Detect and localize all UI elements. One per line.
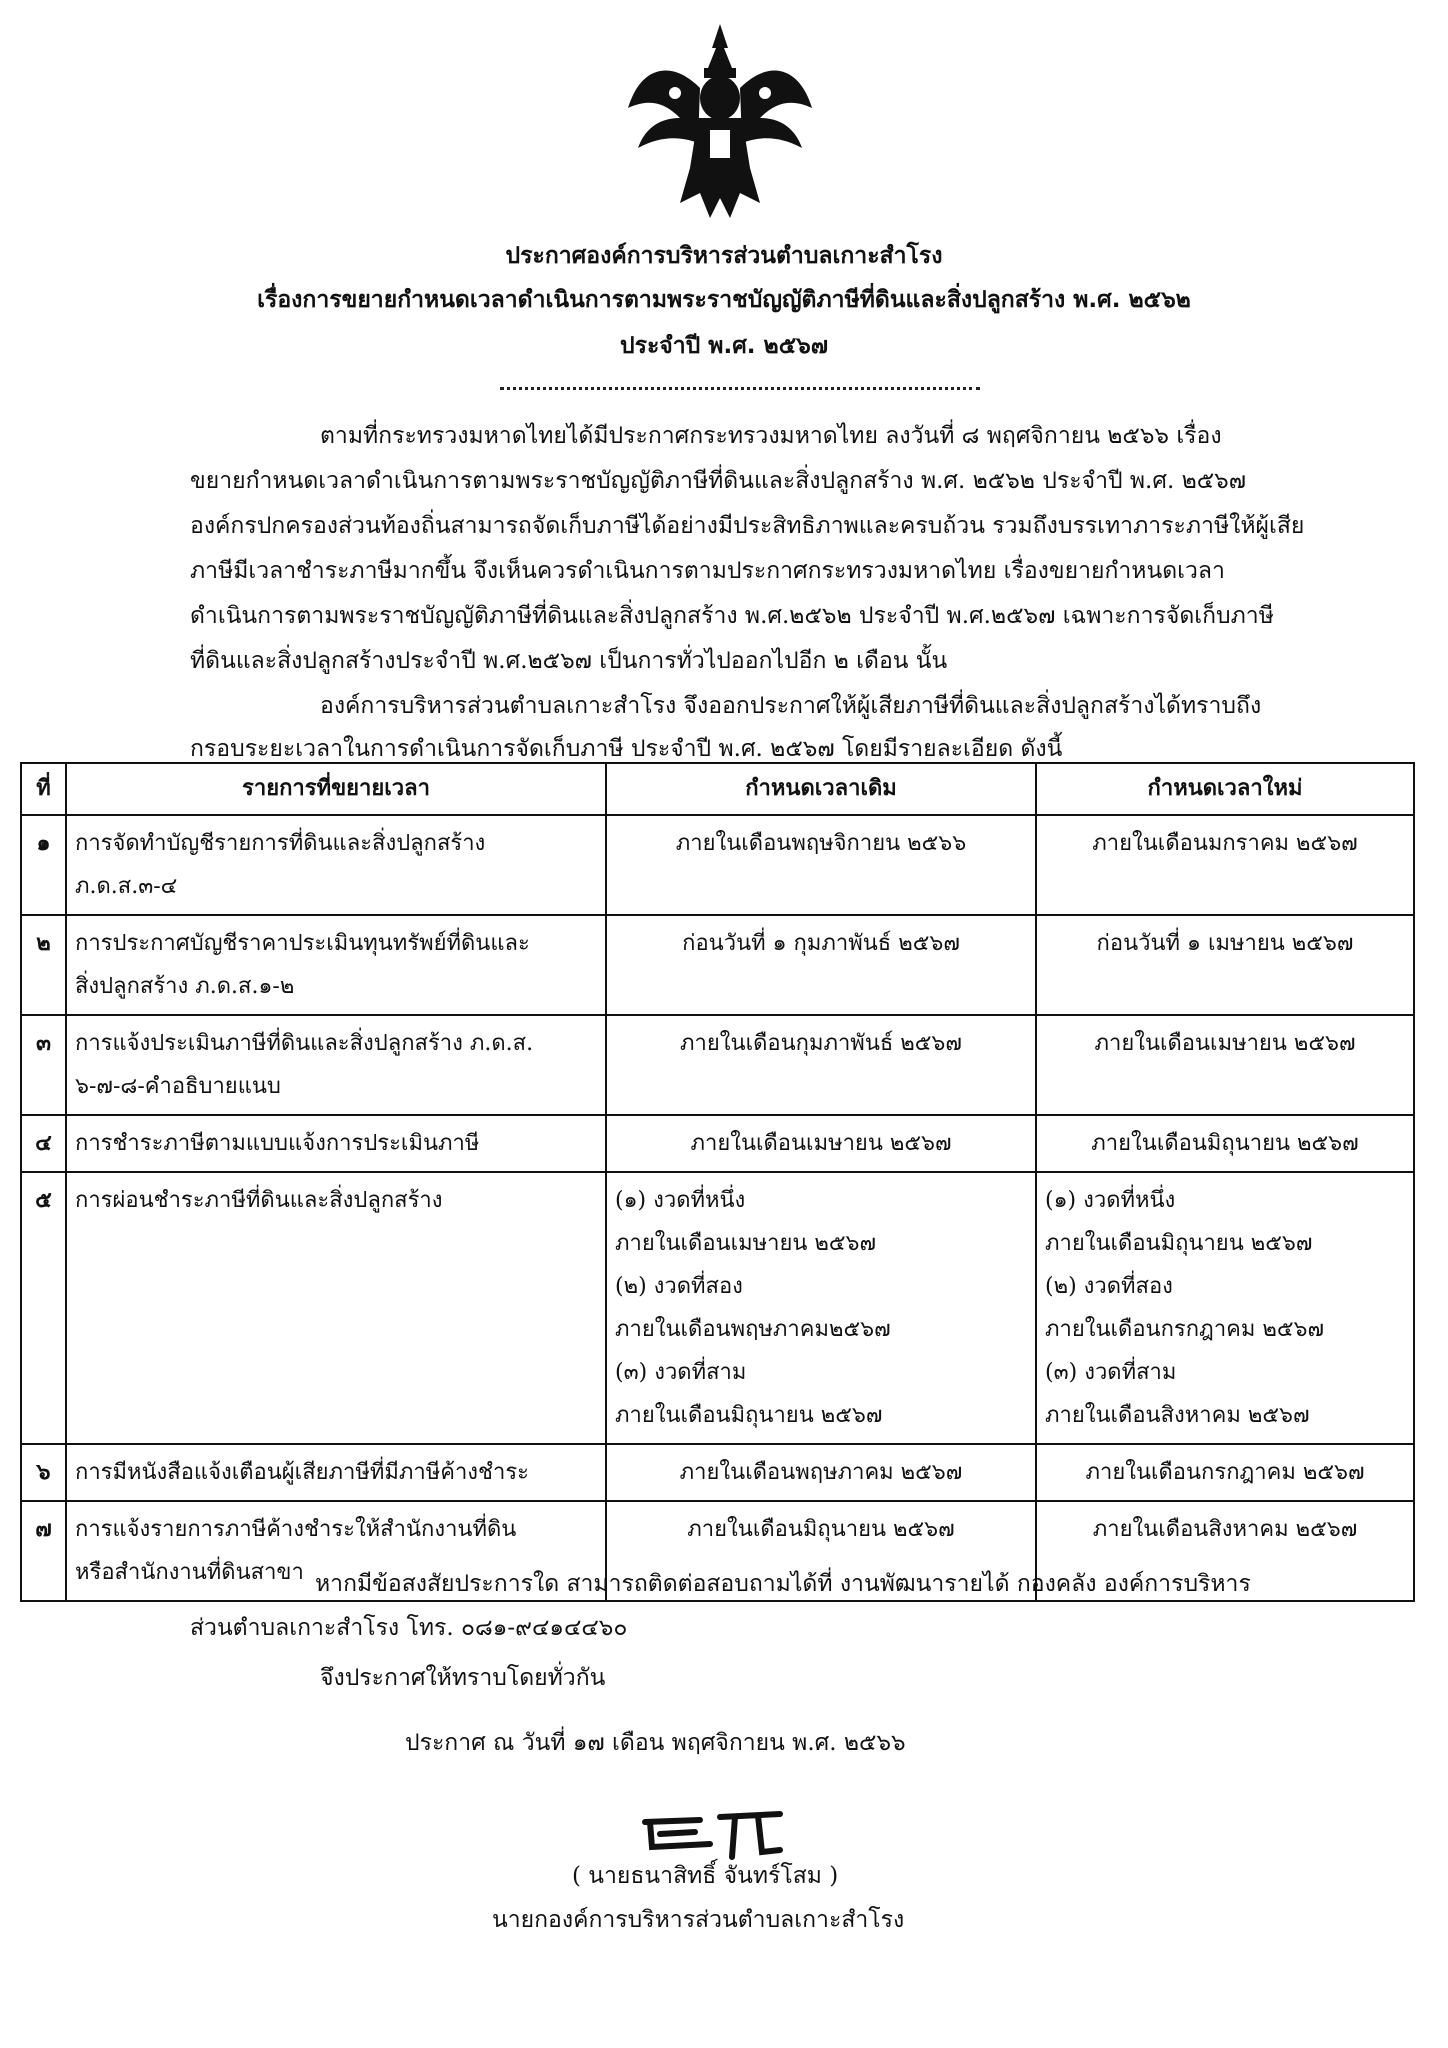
row-item [66,915,606,1015]
row-old-deadline-line: ภายในเดือนพฤษจิกายน ๒๕๖๖ [675,831,967,856]
row-new-deadline-line: ภายในเดือนมกราคม ๒๕๖๗ [1092,831,1358,856]
row-old-deadline [606,1015,1036,1115]
row-item-line: การจัดทำบัญชีรายการที่ดินและสิ่งปลูกสร้าง [75,831,486,856]
row-new-deadline-line: ก่อนวันที่ ๑ เมษายน ๒๕๖๗ [1096,931,1354,956]
announce-line: จึงประกาศให้ทราบโดยทั่วกัน [320,1665,606,1691]
row-item-line: การประกาศบัญชีราคาประเมินทุนทรัพย์ที่ดินและ [75,931,530,956]
garuda-emblem-icon [620,18,820,233]
table-row [21,1172,1414,1444]
row-old-deadline-line: ภายในเดือนเมษายน ๒๕๖๗ [615,1231,877,1256]
row-number: ๖ [21,1444,66,1501]
row-new-deadline-line: (๑) งวดที่หนึ่ง [1045,1188,1176,1213]
row-old-deadline-line: ภายในเดือนพฤษภาคม ๒๕๖๗ [679,1460,963,1485]
row-new-deadline-line: ภายในเดือนมิถุนายน ๒๕๖๗ [1045,1231,1313,1256]
row-old-deadline [606,1172,1036,1444]
row-new-deadline-line: ภายในเดือนเมษายน ๒๕๖๗ [1094,1031,1356,1056]
row-new-deadline [1036,915,1414,1015]
row-old-deadline [606,915,1036,1015]
announcement-year: ประจำปี พ.ศ. ๒๕๖๗ [619,333,828,359]
contact-line: หากมีข้อสงสัยประการใด สามารถติดต่อสอบถามได้ที่ งานพัฒนารายได้ กองคลัง องค์การบริหาร [315,1571,1251,1597]
row-item-line: ภ.ด.ส.๓-๔ [75,874,178,899]
row-item-line: การแจ้งรายการภาษีค้างชำระให้สำนักงานที่ดิน [75,1517,517,1542]
row-number: ๔ [21,1115,66,1172]
table-row [21,1444,1414,1501]
row-item [66,1015,606,1115]
row-new-deadline-line: ภายในเดือนสิงหาคม ๒๕๖๗ [1092,1517,1358,1542]
row-number: ๕ [21,1172,66,1444]
row-old-deadline-line: ภายในเดือนกุมภาพันธ์ ๒๕๖๗ [680,1031,962,1056]
row-item-line: การมีหนังสือแจ้งเตือนผู้เสียภาษีที่มีภาษีค้างชำระ [75,1460,529,1485]
row-item-line: สิ่งปลูกสร้าง ภ.ด.ส.๑-๒ [75,974,295,999]
row-old-deadline-line: (๑) งวดที่หนึ่ง [615,1188,746,1213]
contact-line: ส่วนตำบลเกาะสำโรง โทร. ๐๘๑-๙๔๑๔๔๖๐ [190,1615,628,1641]
row-number: ๗ [21,1501,66,1601]
body-line: องค์กรปกครองส่วนท้องถิ่นสามารถจัดเก็บภาษีได้อย่างมีประสิทธิภาพและครบถ้วน รวมถึงบรรเทาภาระภาษีให้ผู้เสีย [190,513,1305,539]
row-number: ๓ [21,1015,66,1115]
dotted-divider [500,387,980,390]
row-new-deadline [1036,815,1414,915]
row-new-deadline-line: ภายในเดือนมิถุนายน ๒๕๖๗ [1091,1131,1359,1156]
table-row [21,915,1414,1015]
row-old-deadline-line: ภายในเดือนเมษายน ๒๕๖๗ [690,1131,952,1156]
announcement-title: ประกาศองค์การบริหารส่วนตำบลเกาะสำโรง [505,243,943,269]
row-item-line: การแจ้งประเมินภาษีที่ดินและสิ่งปลูกสร้าง ภ.ด.ส. [75,1031,534,1056]
table-header-row [21,763,1414,815]
row-item [66,1115,606,1172]
row-old-deadline-line: (๒) งวดที่สอง [615,1274,743,1299]
header-no: ที่ [21,763,66,815]
announce-date: ประกาศ ณ วันที่ ๑๗ เดือน พฤศจิกายน พ.ศ. ๒๕๖๖ [405,1730,906,1756]
row-new-deadline [1036,1015,1414,1115]
body-line: ดำเนินการตามพระราชบัญญัติภาษีที่ดินและสิ่งปลูกสร้าง พ.ศ.๒๕๖๒ ประจำปี พ.ศ.๒๕๖๗ เฉพาะการจัดเก็บภาษี [190,603,1274,629]
row-old-deadline [606,1115,1036,1172]
header-item: รายการที่ขยายเวลา [66,763,606,815]
table-row [21,815,1414,915]
schedule-table [20,762,1415,1602]
header-new-deadline: กำหนดเวลาใหม่ [1036,763,1414,815]
row-old-deadline [606,1444,1036,1501]
row-item-line: การชำระภาษีตามแบบแจ้งการประเมินภาษี [75,1131,480,1156]
body-line: ตามที่กระทรวงมหาดไทยได้มีประกาศกระทรวงมหาดไทย ลงวันที่ ๘ พฤศจิกายน ๒๕๖๖ เรื่อง [320,423,1222,449]
signer-title: นายกองค์การบริหารส่วนตำบลเกาะสำโรง [492,1907,905,1933]
row-number: ๒ [21,915,66,1015]
table-row [21,1115,1414,1172]
announcement-subject: เรื่องการขยายกำหนดเวลาดำเนินการตามพระราชบัญญัติภาษีที่ดินและสิ่งปลูกสร้าง พ.ศ. ๒๕๖๒ [257,287,1191,313]
signature [640,1802,790,1862]
row-item [66,815,606,915]
row-new-deadline-line: ภายในเดือนสิงหาคม ๒๕๖๗ [1045,1403,1310,1428]
signer-name: ( นายธนาสิทธิ์ จันทร์โสม ) [572,1863,839,1889]
body-line: กรอบระยะเวลาในการดำเนินการจัดเก็บภาษี ประจำปี พ.ศ. ๒๕๖๗ โดยมีรายละเอียด ดังนี้ [190,736,1063,762]
row-number: ๑ [21,815,66,915]
row-old-deadline-line: ภายในเดือนมิถุนายน ๒๕๖๗ [615,1403,883,1428]
row-new-deadline [1036,1172,1414,1444]
row-new-deadline-line: ภายในเดือนกรกฎาคม ๒๕๖๗ [1085,1460,1365,1485]
row-item-line: หรือสำนักงานที่ดินสาขา [75,1560,304,1585]
row-item-line: ๖-๗-๘-คำอธิบายแนบ [75,1074,281,1099]
body-line: ภาษีมีเวลาชำระภาษีมากขึ้น จึงเห็นควรดำเนินการตามประกาศกระทรวงมหาดไทย เรื่องขยายกำหนดเวลา [190,558,1225,584]
header-old-deadline: กำหนดเวลาเดิม [606,763,1036,815]
row-new-deadline-line: ภายในเดือนกรกฎาคม ๒๕๖๗ [1045,1317,1325,1342]
row-old-deadline-line: ก่อนวันที่ ๑ กุมภาพันธ์ ๒๕๖๗ [682,931,960,956]
row-item-line: การผ่อนชำระภาษีที่ดินและสิ่งปลูกสร้าง [75,1188,443,1213]
row-new-deadline-line: (๓) งวดที่สาม [1045,1360,1177,1385]
table-row [21,1015,1414,1115]
row-new-deadline [1036,1115,1414,1172]
row-new-deadline-line: (๒) งวดที่สอง [1045,1274,1173,1299]
row-old-deadline-line: (๓) งวดที่สาม [615,1360,747,1385]
body-line: ขยายกำหนดเวลาดำเนินการตามพระราชบัญญัติภาษีที่ดินและสิ่งปลูกสร้าง พ.ศ. ๒๕๖๒ ประจำปี พ.ศ. ๒๕๖๗ [190,468,1247,494]
body-line: ที่ดินและสิ่งปลูกสร้างประจำปี พ.ศ.๒๕๖๗ เป็นการทั่วไปออกไปอีก ๒ เดือน นั้น [190,648,948,674]
row-item [66,1444,606,1501]
row-old-deadline [606,815,1036,915]
row-old-deadline-line: ภายในเดือนมิถุนายน ๒๕๖๗ [687,1517,955,1542]
body-line: องค์การบริหารส่วนตำบลเกาะสำโรง จึงออกประกาศให้ผู้เสียภาษีที่ดินและสิ่งปลูกสร้างได้ทราบถึง [320,693,1262,719]
row-old-deadline-line: ภายในเดือนพฤษภาคม๒๕๖๗ [615,1317,891,1342]
row-new-deadline [1036,1444,1414,1501]
row-item [66,1172,606,1444]
